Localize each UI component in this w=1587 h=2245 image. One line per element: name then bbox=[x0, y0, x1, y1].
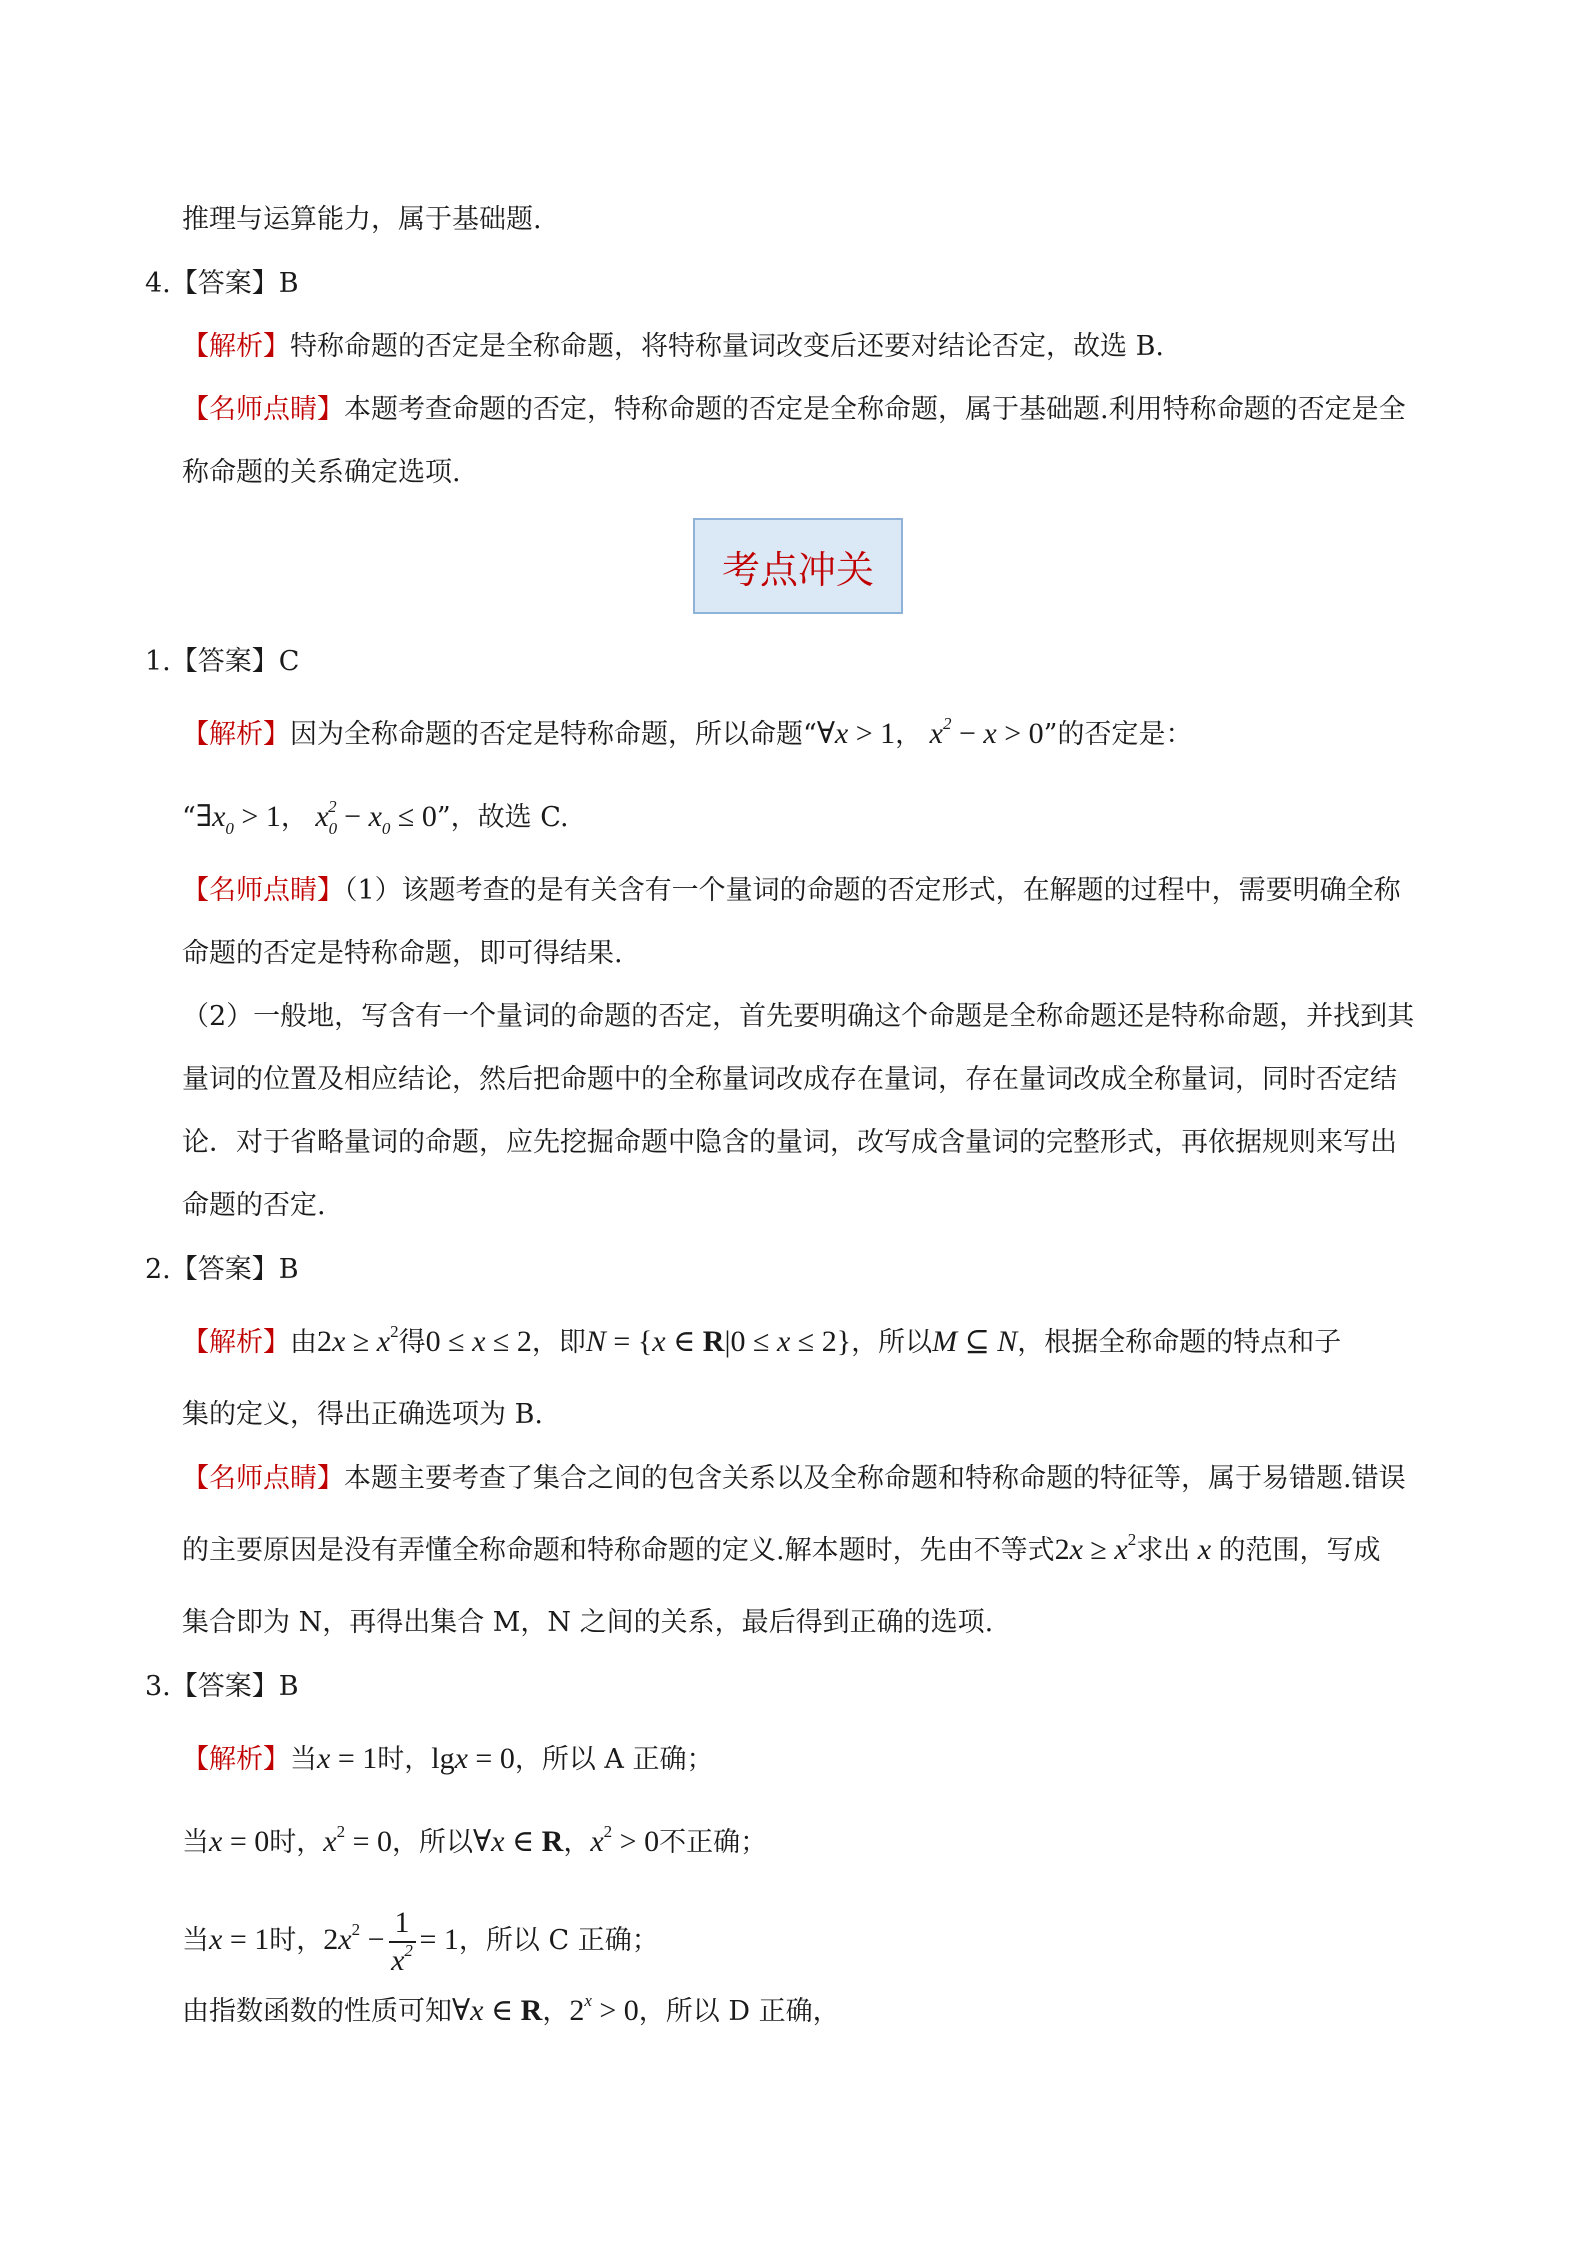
q2-tip-line3: 集合即为 N，再得出集合 M，N 之间的关系，最后得到正确的选项. bbox=[182, 1607, 994, 1638]
q1-analysis-text1: 因为全称命题的否定是特称命题，所以命题“ bbox=[290, 719, 817, 750]
q3-l3-fraction: $\frac{1}{x^2}$ bbox=[389, 1905, 416, 1979]
q1-tip-line5: 论．对于省略量词的命题，应先挖掘命题中隐含的量词，改写成含量词的完整形式，再依据规则来写出 bbox=[182, 1127, 1397, 1158]
q1-answer bbox=[145, 642, 299, 682]
q2-analysis-line2: 集的定义，得出正确选项为 B. bbox=[182, 1399, 544, 1430]
q3-l4-text2: ， bbox=[542, 1996, 570, 2027]
q2-analysis bbox=[182, 1322, 1341, 1363]
q2-answer-value: B bbox=[278, 1254, 299, 1285]
q4-analysis bbox=[182, 327, 1164, 367]
q3-l2-text4: ， bbox=[563, 1827, 591, 1858]
q3-l4-text1: 由指数函数的性质可知 bbox=[182, 1996, 452, 2027]
q1-tip-label: 【名师点睛】 bbox=[182, 875, 344, 906]
q3-l2-text2: 时， bbox=[269, 1827, 324, 1858]
q1-answer-value: C bbox=[278, 646, 300, 677]
q3-l3-formula-x: x = 1 bbox=[209, 1923, 270, 1956]
q1-analysis: 【解析】因为全称命题的否定是特称命题，所以命题“∀x > 1， $x^2 - x > 0$”的否定是： bbox=[182, 714, 1193, 750]
q3-l2-formula-x: x = 0 bbox=[209, 1825, 270, 1858]
q2-tip-line1: 本题主要考查了集合之间的包含关系以及全称命题和特称命题的特征等，属于易错题.错误 bbox=[344, 1463, 1406, 1494]
q3-l1-formula-lg: lgx = 0 bbox=[431, 1742, 515, 1775]
q2-tip-l2-text3: 的范围，写成 bbox=[1218, 1535, 1381, 1566]
q2-answer-label: 2.【答案】 bbox=[145, 1254, 279, 1285]
q3-l1-text1: 当 bbox=[290, 1744, 317, 1775]
q1-tip-line2: 命题的否定是特称命题，即可得结果. bbox=[182, 938, 623, 969]
q3-line4 bbox=[182, 1991, 840, 2032]
q1-formula-ineq: $x^2$ bbox=[922, 714, 952, 750]
q1-tip-line3: （2）一般地，写含有一个量词的命题的否定，首先要明确这个命题是全称命题还是特称命题，并找到其 bbox=[182, 1001, 1415, 1032]
q1-analysis-line2: “$\exists x_0 > 1$， $x_0^2 - x_0 \le 0$”，故选 C. bbox=[182, 797, 569, 838]
q3-l1-text3: ，所以 A 正确； bbox=[514, 1744, 714, 1775]
q3-answer-value: B bbox=[278, 1671, 299, 1702]
continuation-text: 推理与运算能力，属于基础题. bbox=[182, 204, 542, 235]
q4-tip bbox=[182, 390, 1406, 430]
q2-tip-l2-text2: 求出 bbox=[1136, 1535, 1191, 1566]
q4-tip-line1: 本题考查命题的否定，特称命题的否定是全称命题，属于基础题.利用特称命题的否定是全 bbox=[344, 394, 1406, 425]
q2-analysis-label: 【解析】 bbox=[182, 1327, 290, 1358]
q2-tip bbox=[182, 1459, 1406, 1499]
q4-answer bbox=[145, 264, 299, 304]
q3-l1-formula-x: x = 1 bbox=[317, 1742, 378, 1775]
q2-text1: 由 bbox=[290, 1327, 317, 1358]
q3-answer bbox=[145, 1667, 299, 1707]
q1-formula-neg: $x_0^2$ bbox=[307, 797, 338, 838]
q3-l2-text5: 不正确； bbox=[659, 1827, 768, 1858]
q3-l2-formula-sq: $x^2 = 0$ bbox=[323, 1822, 392, 1858]
q2-formula-1: $2x \ge x^2$ bbox=[317, 1322, 399, 1358]
q2-tip-formula: $2x \ge x^2$ bbox=[1054, 1530, 1137, 1566]
q1-answer-label: 1.【答案】 bbox=[145, 646, 279, 677]
q3-l2-formula-forall: ∀x ∈ R bbox=[473, 1825, 564, 1858]
q2-formula-2: 0 ≤ x ≤ 2 bbox=[425, 1325, 532, 1358]
q2-text4: ，所以 bbox=[851, 1327, 933, 1358]
q4-answer-value: B bbox=[278, 268, 299, 299]
section-title: 考点冲关 bbox=[693, 518, 903, 614]
q1-tip-line4: 量词的位置及相应结论，然后把命题中的全称量词改成存在量词，存在量词改成全称量词，同时否定结 bbox=[182, 1064, 1397, 1095]
q3-l4-text3: ，所以 D 正确， bbox=[638, 1996, 840, 2027]
q2-tip-label: 【名师点睛】 bbox=[182, 1463, 344, 1494]
q2-formula-set: N = {x ∈ R|0 ≤ x ≤ 2} bbox=[585, 1325, 852, 1358]
q4-tip-label: 【名师点睛】 bbox=[182, 394, 344, 425]
q4-answer-label: 4.【答案】 bbox=[145, 268, 279, 299]
q1-analysis-text2: ”的否定是： bbox=[1043, 719, 1193, 750]
q3-l4-formula-forall: ∀x ∈ R bbox=[452, 1994, 543, 2027]
q4-analysis-label: 【解析】 bbox=[182, 331, 290, 362]
q2-formula-subset: M ⊆ N bbox=[932, 1325, 1018, 1358]
q3-l2-text3: ，所以 bbox=[392, 1827, 473, 1858]
q3-l4-formula-exp: $2^x > 0$ bbox=[569, 1991, 639, 2027]
q2-text2: 得 bbox=[398, 1327, 426, 1358]
q1-tip-line1: （1）该题考查的是有关含有一个量词的命题的否定形式，在解题的过程中，需要明确全称 bbox=[344, 875, 1401, 906]
q2-tip-var-x: x bbox=[1190, 1533, 1219, 1566]
q1-formula-exists: $\exists x_0$ bbox=[195, 800, 234, 838]
q3-line3: 当x = 1时，$2x^2$ − $\frac{1}{x^2}$ = 1，所以 C 正确； bbox=[182, 1905, 659, 1977]
q1-tip bbox=[182, 871, 1401, 911]
q1-quote-close: ”，故选 C. bbox=[436, 802, 569, 833]
q3-line2 bbox=[182, 1822, 767, 1863]
q1-tip-line6: 命题的否定. bbox=[182, 1190, 326, 1221]
q2-text5: ，根据全称命题的特点和子 bbox=[1017, 1327, 1342, 1358]
q3-analysis bbox=[182, 1739, 714, 1780]
q2-answer bbox=[145, 1250, 299, 1290]
q3-l2-text1: 当 bbox=[182, 1827, 209, 1858]
q1-formula-forall: ∀x bbox=[816, 717, 849, 750]
q2-text3: ，即 bbox=[531, 1327, 586, 1358]
q2-tip-l2-text1: 的主要原因是没有弄懂全称命题和特称命题的定义.解本题时，先由不等式 bbox=[182, 1535, 1055, 1566]
q3-l3-formula-expr: $2x^2$ − bbox=[323, 1920, 385, 1956]
q4-tip-line2: 称命题的关系确定选项. bbox=[182, 457, 461, 488]
q3-answer-label: 3.【答案】 bbox=[145, 1671, 279, 1702]
q4-analysis-text: 特称命题的否定是全称命题，将特称量词改变后还要对结论否定，故选 B. bbox=[290, 331, 1165, 362]
q1-quote-open: “ bbox=[182, 802, 196, 833]
q3-l3-text1: 当 bbox=[182, 1925, 209, 1956]
q3-l1-text2: 时， bbox=[377, 1744, 432, 1775]
q3-l3-text3: ，所以 C 正确； bbox=[458, 1925, 659, 1956]
q3-analysis-label: 【解析】 bbox=[182, 1744, 290, 1775]
q3-l2-formula-pos: $x^2 > 0$ bbox=[590, 1822, 660, 1858]
q2-tip-line2 bbox=[182, 1530, 1381, 1571]
q3-l3-text2: 时， bbox=[269, 1925, 324, 1956]
q1-analysis-label: 【解析】 bbox=[182, 719, 290, 750]
